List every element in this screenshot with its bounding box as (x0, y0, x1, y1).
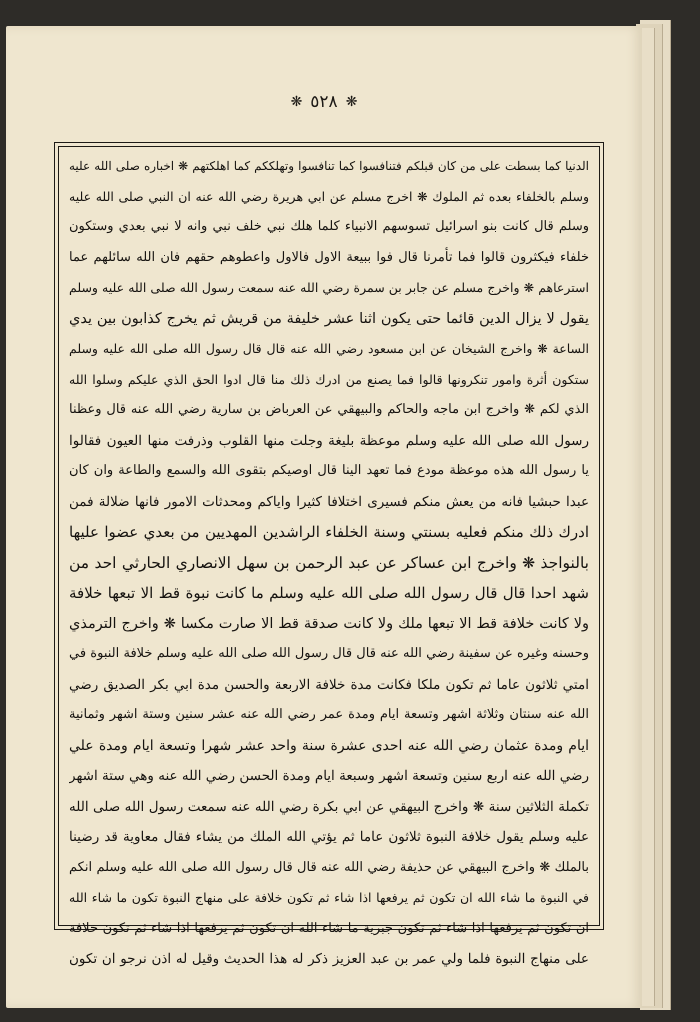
ornament-left-icon: ❋ (290, 94, 303, 110)
text-line: وسلم قال كانت بنو اسرائيل تسوسهم الانبياء كلما هلك نبي خلف نبي وانه لا نبي بعدي وستكون (69, 219, 589, 234)
text-line: بالنواجذ ❋ واخرج ابن عساكر عن عبد الرحمن بن سهل الانصاري الحارثي احد من (69, 553, 589, 572)
text-line: ستكون أثرة وامور تنكرونها قالوا فما يصنع من ادرك ذلك منا قال ادوا الحق الذي عليكم وسلوا الله (69, 371, 589, 387)
ornament-right-icon: ❋ (345, 94, 358, 110)
text-line: ايام ومدة عثمان رضي الله عنه احدى عشرة سنة واحد عشر شهرا وتسعة ايام ومدة علي (69, 737, 589, 754)
text-line: الله عنه سنتان وثلاثة اشهر وتسعة ايام ومدة عمر رضي الله عنه عشر سنين وستة اشهر وثمانية (69, 707, 589, 722)
text-frame (54, 142, 604, 967)
text-line: ولا كانت خلافة قط الا تبعها ملك ولا كانت صدقة قط الا صارت مكسا ❋ واخرج الترمذي (69, 615, 589, 632)
text-line: ادرك ذلك منكم فعليه بسنتي وسنة الخلفاء الراشدين المهديين من بعدي عضوا عليها (69, 523, 589, 541)
text-line: الذي لكم ❋ واخرج ابن ماجه والحاكم والبيهقي عن العرباض بن سارية رضي الله عنه قال وعظنا (69, 402, 589, 417)
text-line: يقول لا يزال الدين قائما حتى يكون اثنا عشر خليفة من قريش ثم يخرج كذابون بين يدي (69, 310, 589, 327)
text-line: خلفاء فيكثرون قالوا فما تأمرنا قال فوا ببيعة الاول فالاول واعطوهم حقهم فان الله سائلهم عما (69, 249, 589, 265)
book-page (6, 26, 642, 1008)
text-line: الدنيا كما بسطت على من كان قبلكم فتنافسوا كما تنافسوا وتهلككم كما اهلكتهم ❋ اخباره صلى الله عليه (69, 159, 589, 173)
text-line: شهد احدا قال قال رسول الله صلى الله عليه وسلم ما كانت نبوة قط الا تبعها خلافة (69, 584, 589, 602)
text-line: عبدا حبشيا فانه من يعش منكم فسيرى اختلافا كثيرا واياكم ومحدثات الامور فانها ضلالة فمن (69, 493, 589, 510)
text-line: استرعاهم ❋ واخرج مسلم عن جابر بن سمرة رضي الله عنه سمعت رسول الله صلى الله عليه وسلم (69, 280, 589, 295)
page-number: ٥٢٨ (310, 92, 338, 112)
text-line: على منهاج النبوة فلما ولي عمر بن عبد العزيز ذكر له هذا الحديث وقيل له اذن نرجو ان تكون (69, 951, 589, 967)
text-line: تكملة الثلاثين سنة ❋ واخرج البيهقي عن ابي بكرة رضي الله عنه سمعت رسول الله صلى الله (69, 798, 589, 815)
text-line: ان تكون ثم يرفعها اذا شاء ثم تكون جبرية ما شاء الله ان تكون ثم يرفعها اذا شاء ثم تكون خلافة (69, 920, 589, 936)
text-line: الساعة ❋ واخرج الشيخان عن ابن مسعود رضي الله عنه قال قال رسول الله صلى الله عليه وسلم (69, 341, 589, 356)
body-text (69, 151, 589, 967)
text-line: عليه وسلم يقول خلافة النبوة ثلاثون عاما ثم يؤتي الله الملك من يشاء فقال معاوية قد رضينا (69, 829, 589, 845)
text-line: بالملك ❋ واخرج البيهقي عن حذيفة رضي الله عنه قال قال رسول الله صلى الله عليه وسلم انكم (69, 859, 589, 875)
text-line: رسول الله صلى الله عليه وسلم موعظة بليغة وجلت منها القلوب وذرفت منها العيون فقالوا (69, 432, 589, 449)
text-line: يا رسول الله هذه موعظة مودع فما تعهد الينا قال اوصيكم بتقوى الله والسمع والطاعة وان كان (69, 463, 589, 478)
text-line: امتي ثلاثون عاما ثم تكون ملكا فكانت مدة خلافة الاربعة والحسن مدة ابي بكر الصديق رضي (69, 676, 589, 693)
text-line: وسلم بالخلفاء بعده ثم الملوك ❋ اخرج مسلم عن ابي هريرة رضي الله عنه ان النبي صلى الله عليه (69, 188, 589, 204)
text-line: وحسنه وغيره عن سفينة رضي الله عنه قال قال رسول الله صلى الله عليه وسلم خلافة النبوة في (69, 646, 589, 661)
text-line: رضي الله عنه اربع سنين وتسعة اشهر وسبعة ايام ومدة الحسن رضي الله عنه وهي ستة اشهر (69, 768, 589, 784)
text-frame-inner (58, 146, 600, 967)
page-header (6, 90, 642, 114)
text-line: في النبوة ما شاء الله ان تكون ثم يرفعها اذا شاء ثم تكون خلافة على منهاج النبوة تكون ما شاء الله (69, 890, 589, 905)
